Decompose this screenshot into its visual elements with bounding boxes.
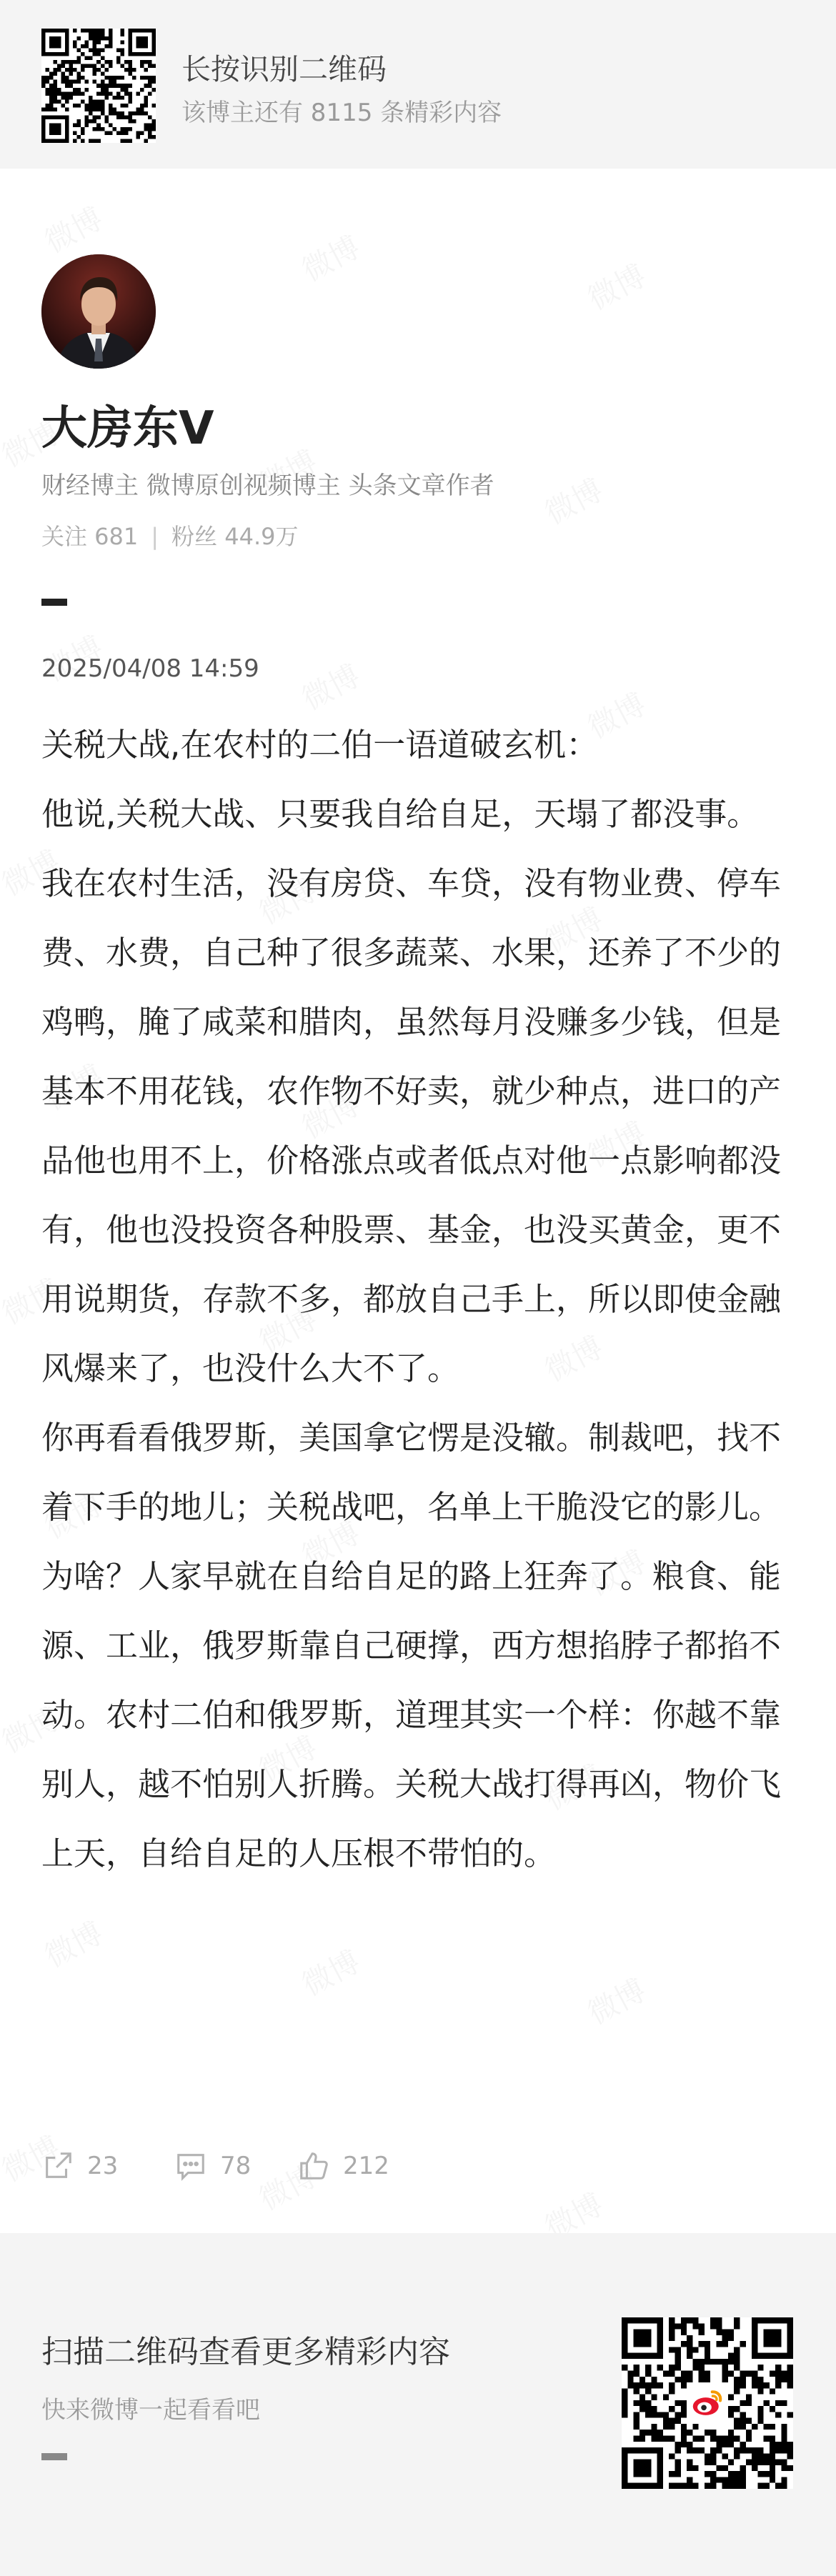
banner-subtitle: 该博主还有 8115 条精彩内容 <box>181 99 502 127</box>
stats-divider: | <box>151 523 159 550</box>
watermark-text <box>579 1967 652 2033</box>
user-name[interactable]: 大房东V <box>41 402 214 455</box>
comment-button[interactable] <box>174 2145 251 2187</box>
footer-divider <box>41 2453 67 2460</box>
qr-code-small[interactable] <box>41 29 156 143</box>
footer-title: 扫描二维码查看更多精彩内容 <box>41 2334 450 2370</box>
post-paragraph: 我在农村生活，没有房贷、车贷，没有物业费、停车费、水费，自己种了很多蔬菜、水果，还养了不少的鸡鸭，腌了咸菜和腊肉，虽然每月没赚多少钱，但是基本不用花钱，农作物不好卖，就少种点，进口的产品他也用不上，价格涨点或者低点对他一点影响都没有，他也没投资各种股票、基金，也没买黄金，更不用说期货，存款不多，都放自己手上，所以即使金融风爆来了，也没什么大不了。 <box>41 864 782 1387</box>
top-banner <box>0 0 836 169</box>
watermark-text <box>294 1939 367 2005</box>
footer <box>0 2233 836 2576</box>
banner-title: 长按识别二维码 <box>181 52 387 86</box>
repost-button[interactable] <box>41 2145 118 2187</box>
following-count[interactable]: 关注 681 <box>41 523 139 550</box>
watermark-text <box>294 653 367 719</box>
watermark-text <box>36 196 109 261</box>
post-content <box>41 710 799 1888</box>
like-button[interactable] <box>297 2145 389 2187</box>
watermark-text <box>537 467 609 533</box>
post-paragraph: 你再看看俄罗斯，美国拿它愣是没辙。制裁吧，找不着下手的地儿；关税战吧，名单上干脆没它的影儿。为啥？人家早就在自给自足的路上狂奔了。粮食、能源、工业，俄罗斯靠自己硬撑，西方想掐脖子都掐不动。农村二伯和俄罗斯，道理其实一个样：你越不靠别人，越不怕别人折腾。关税大战打得再凶，物价飞上天，自给自足的人压根不带怕的。 <box>41 1419 782 1872</box>
watermark-text <box>579 253 652 319</box>
section-divider <box>41 599 67 606</box>
qr-code-large[interactable] <box>622 2317 793 2489</box>
avatar[interactable] <box>41 254 156 369</box>
thumbs-up-icon <box>297 2150 330 2182</box>
user-tags: 财经博主 微博原创视频博主 头条文章作者 <box>41 471 494 500</box>
post-paragraph: 他说,关税大战、只要我自给自足，天塌了都没事。 <box>41 795 760 833</box>
followers-count[interactable]: 粉丝 44.9万 <box>171 523 299 550</box>
watermark-text <box>36 1910 109 1976</box>
user-stats <box>41 519 298 551</box>
like-count: 212 <box>343 2152 389 2180</box>
post-paragraph: 关税大战,在农村的二伯一语道破玄机： <box>41 726 599 764</box>
repost-icon <box>41 2150 74 2182</box>
repost-count: 23 <box>87 2152 119 2180</box>
weibo-logo-icon <box>688 2384 727 2422</box>
comment-count: 78 <box>220 2152 252 2180</box>
watermark-text <box>294 224 367 290</box>
post-date: 2025/04/08 14:59 <box>41 654 259 683</box>
footer-subtitle: 快来微博一起看看吧 <box>41 2396 260 2425</box>
comment-icon <box>174 2150 207 2182</box>
